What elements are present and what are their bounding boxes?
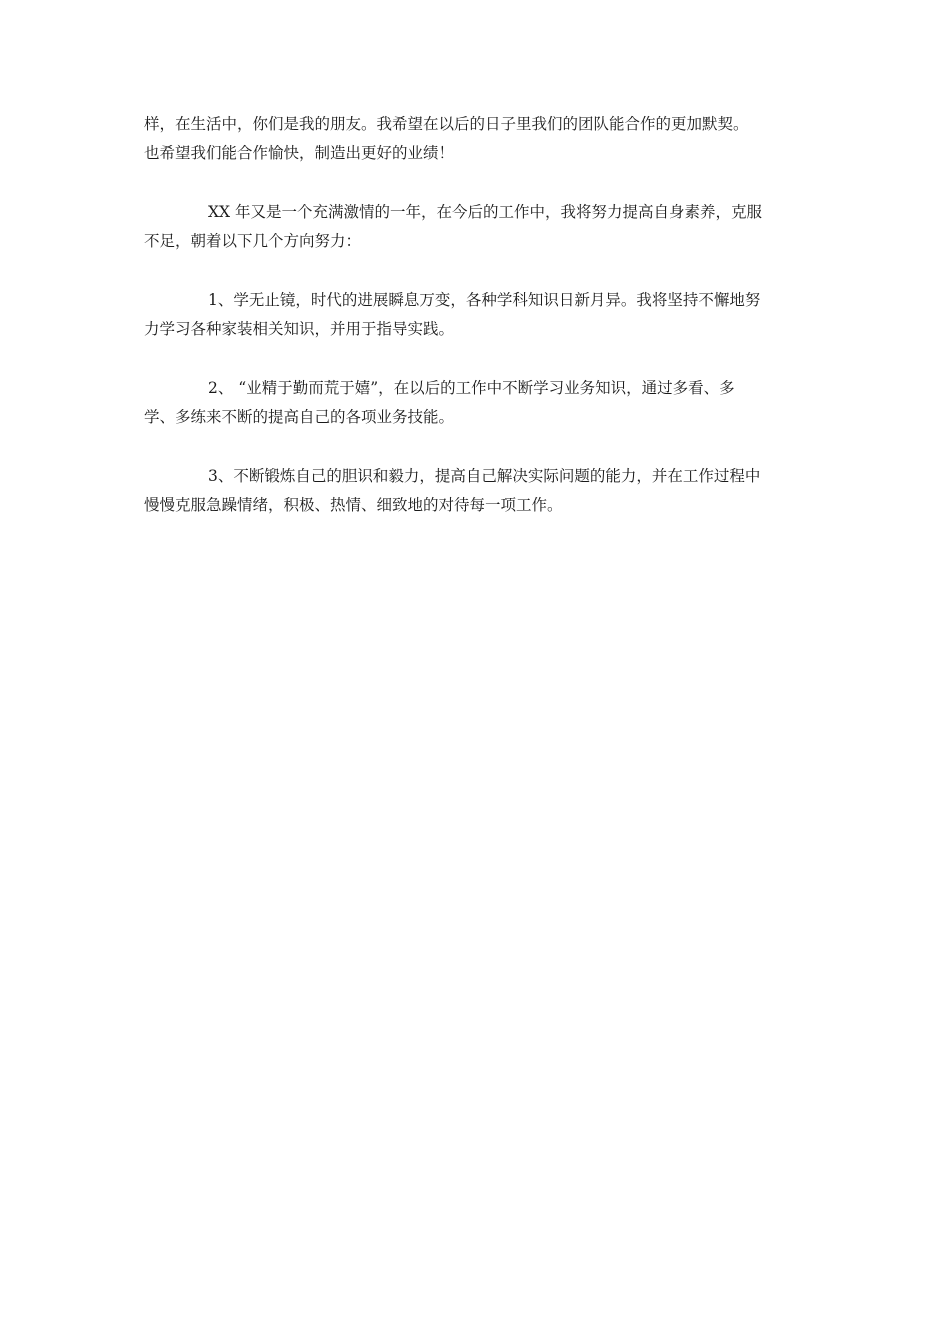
paragraph-continuation <box>144 110 812 168</box>
text-line: 也希望我们能合作愉快，制造出更好的业绩！ <box>144 144 455 162</box>
text-line: XX 年又是一个充满激情的一年，在今后的工作中，我将努力提高自身素养，克服 <box>208 203 762 221</box>
text-line: 1、学无止镜，时代的进展瞬息万变，各种学科知识日新月异。我将坚持不懈地努 <box>208 291 761 309</box>
text-line: 2、 “业精于勤而荒于嬉”，在以后的工作中不断学习业务知识，通过多看、多 <box>208 379 735 397</box>
text-line: 力学习各种家装相关知识，并用于指导实践。 <box>144 320 455 338</box>
text-line: 慢慢克服急躁情绪，积极、热情、细致地的对待每一项工作。 <box>144 496 563 514</box>
text-line: 3、不断锻炼自己的胆识和毅力，提高自己解决实际问题的能力，并在工作过程中 <box>208 467 761 485</box>
paragraph-item-3 <box>144 462 812 520</box>
text-line: 不足，朝着以下几个方向努力： <box>144 232 362 250</box>
paragraph-intro <box>144 198 812 256</box>
text-line: 样，在生活中，你们是我的朋友。我希望在以后的日子里我们的团队能合作的更加默契。 <box>144 115 749 133</box>
document-body <box>144 110 812 550</box>
paragraph-item-1 <box>144 286 812 344</box>
paragraph-item-2 <box>144 374 812 432</box>
text-line: 学、多练来不断的提高自己的各项业务技能。 <box>144 408 455 426</box>
